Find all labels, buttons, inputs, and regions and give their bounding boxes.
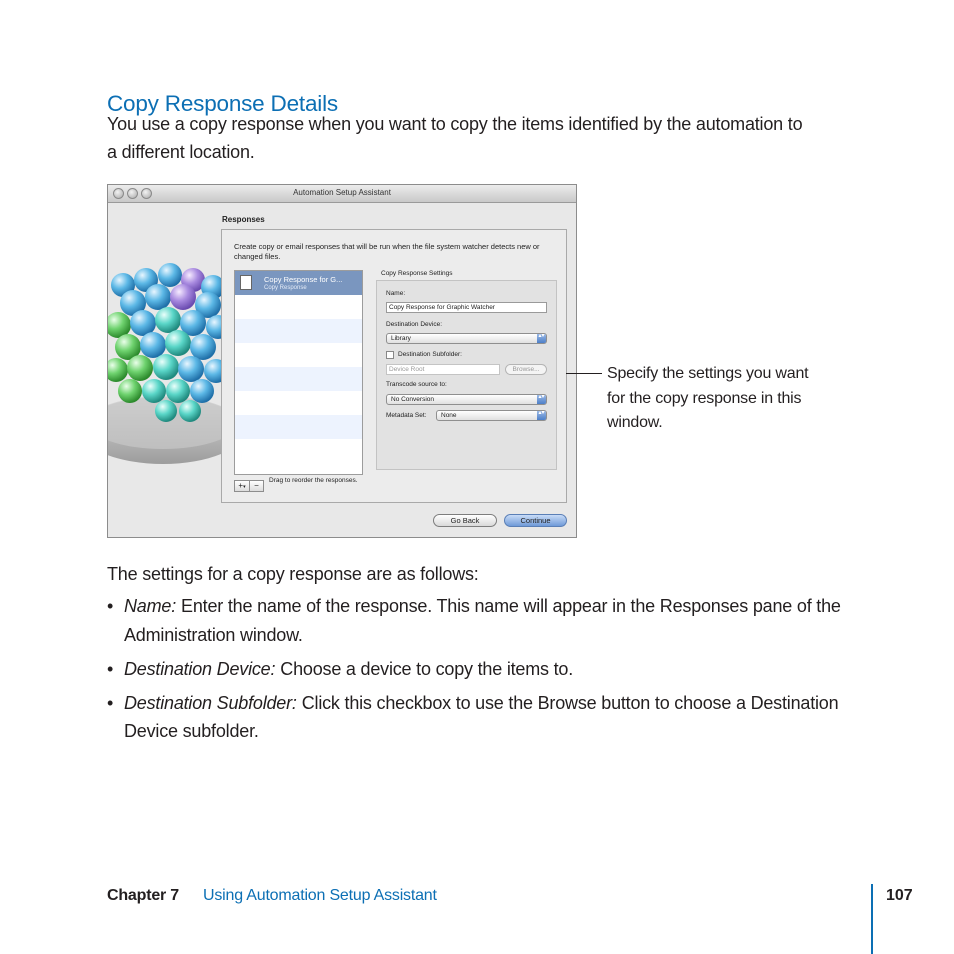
transcode-label: Transcode source to: <box>386 381 447 388</box>
footer-chapter-title: Using Automation Setup Assistant <box>203 887 437 904</box>
list-item-subtitle: Copy Response <box>264 285 307 291</box>
list-item-empty <box>235 439 362 463</box>
go-back-button[interactable]: Go Back <box>433 514 497 527</box>
bullet-term: Destination Subfolder: <box>124 692 297 713</box>
list-item <box>107 689 877 746</box>
responses-section-title: Responses <box>222 215 265 224</box>
page-number: 107 <box>886 887 913 904</box>
callout-line <box>566 373 602 374</box>
name-label: Name: <box>386 290 406 297</box>
list-item-empty <box>235 415 362 439</box>
name-field[interactable]: Copy Response for Graphic Watcher <box>386 302 547 313</box>
assistant-window <box>107 184 577 538</box>
bullet-glyph: • <box>107 692 114 713</box>
bullet-text: Enter the name of the response. This name will appear in the Responses pane of the Administration window. <box>124 596 841 645</box>
footer-rule <box>871 884 873 954</box>
remove-response-button[interactable] <box>249 480 264 492</box>
bullet-glyph: • <box>107 596 114 616</box>
metadata-set-label: Metadata Set: <box>386 412 427 419</box>
bullet-glyph: • <box>107 658 114 679</box>
copy-response-settings <box>376 280 557 470</box>
popup-arrows-icon: ▴▾ <box>537 395 546 404</box>
add-response-button[interactable] <box>234 480 250 492</box>
destination-device-label: Destination Device: <box>386 321 442 328</box>
bullet-text: Choose a device to copy the items to. <box>280 658 574 679</box>
popup-arrows-icon: ▴▾ <box>537 411 546 420</box>
document-icon <box>240 275 252 290</box>
settings-group-title: Copy Response Settings <box>381 270 453 277</box>
window-title: Automation Setup Assistant <box>293 188 391 197</box>
section-heading: Copy Response Details <box>107 91 338 117</box>
continue-button[interactable]: Continue <box>504 514 567 527</box>
browse-button[interactable]: Browse... <box>505 364 547 375</box>
destination-subfolder-checkbox[interactable] <box>386 351 394 359</box>
list-item-empty <box>235 319 362 343</box>
list-item-empty <box>235 295 362 319</box>
popup-arrows-icon: ▴▾ <box>537 334 546 343</box>
responses-list[interactable] <box>234 270 363 475</box>
metadata-set-select[interactable] <box>436 410 547 421</box>
subfolder-field[interactable]: Device Root <box>386 364 500 375</box>
list-item-title: Copy Response for G... <box>264 275 343 284</box>
responses-description: Create copy or email responses that will be run when the file system watcher detects new or changed files. <box>234 242 540 261</box>
intro-paragraph: You use a copy response when you want to copy the items identified by the automation to a different location. <box>107 114 803 162</box>
bullet-term: Name: <box>124 596 177 616</box>
footer-chapter: Chapter 7 <box>107 887 179 904</box>
responses-panel <box>221 229 567 503</box>
chevron-down-icon: ▾ <box>243 484 246 490</box>
destination-device-value: Library <box>391 335 411 342</box>
plus-icon: + <box>238 481 244 490</box>
bullet-text: Click this checkbox to use the Browse button to choose a Destination Device subfolder. <box>124 692 839 741</box>
list-item <box>107 655 877 684</box>
window-titlebar <box>108 185 576 203</box>
list-item-empty <box>235 367 362 391</box>
bullet-term: Destination Device: <box>124 658 276 679</box>
destination-device-select[interactable] <box>386 333 547 344</box>
callout-text: Specify the settings you want for the copy response in this window. <box>607 365 809 431</box>
settings-list <box>107 592 877 751</box>
drag-hint: Drag to reorder the responses. <box>269 477 358 484</box>
destination-subfolder-label: Destination Subfolder: <box>398 351 462 358</box>
metadata-set-value: None <box>441 412 457 419</box>
settings-intro: The settings for a copy response are as follows: <box>107 564 479 584</box>
transcode-value: No Conversion <box>391 396 434 403</box>
list-item <box>107 592 877 649</box>
list-item-empty <box>235 343 362 367</box>
list-item[interactable] <box>235 271 362 295</box>
list-item-empty <box>235 391 362 415</box>
minus-icon: − <box>254 481 259 490</box>
transcode-select[interactable] <box>386 394 547 405</box>
